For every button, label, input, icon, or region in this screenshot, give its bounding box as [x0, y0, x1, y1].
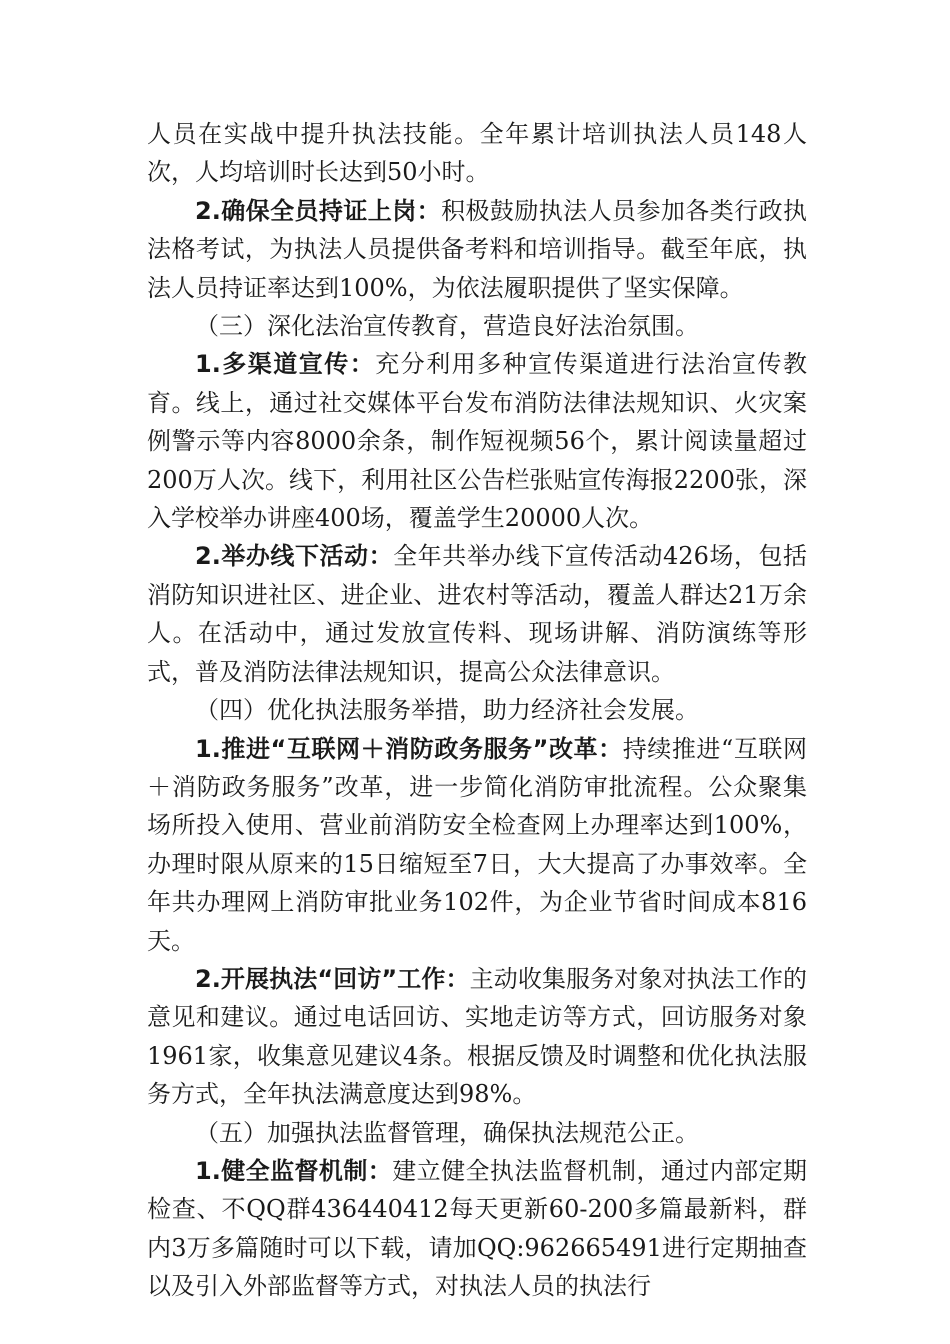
paragraph-text: 全年共举办线下宣传活动426场，包括消防知识进社区、进企业、进农村等活动，覆盖人群达21万余人。在活动中，通过发放宣传料、现场讲解、消防演练等形式，普及消防法律法规知识，提高公众法律意识。	[147, 542, 807, 686]
paragraph-lead: 2.举办线下活动：	[195, 542, 394, 571]
paragraph-lead: 2.开展执法“回访”工作：	[195, 964, 470, 993]
document-body	[147, 115, 807, 1306]
paragraph-lead: 2.确保全员持证上岗：	[195, 196, 442, 225]
paragraph-training-continuation	[147, 115, 807, 192]
heading-text: （四）优化执法服务举措，助力经济社会发展。	[195, 696, 699, 725]
section-heading-3	[147, 307, 807, 345]
section-heading-5	[147, 1114, 807, 1152]
paragraph-text: 积极鼓励执法人员参加各类行政执法格考试，为执法人员提供备考料和培训指导。截至年底，执法人员持证率达到100%，为依法履职提供了坚实保障。	[147, 196, 807, 302]
section-heading-4	[147, 691, 807, 729]
paragraph-multichannel-publicity	[147, 345, 807, 537]
paragraph-lead: 1.健全监督机制：	[195, 1156, 393, 1185]
paragraph-text: 人员在实战中提升执法技能。全年累计培训执法人员148人次，人均培训时长达到50小时。	[147, 120, 807, 187]
paragraph-text: 建立健全执法监督机制，通过内部定期检查、不QQ群436440412每天更新60-200多篇最新料，群内3万多篇随时可以下载，请加QQ:962665491进行定期抽查以及引入外部监督等方式，对执法人员的执法行	[147, 1156, 807, 1301]
paragraph-text: 充分利用多种宣传渠道进行法治宣传教育。线上，通过社交媒体平台发布消防法律法规知识、火灾案例警示等内容8000余条，制作短视频56个，累计阅读量超过200万人次。线下，利用社区公告栏张贴宣传海报2200张，深入学校举办讲座400场，覆盖学生20000人次。	[147, 350, 807, 533]
paragraph-lead: 1.多渠道宣传：	[195, 350, 376, 379]
paragraph-supervision-mechanism	[147, 1152, 807, 1306]
paragraph-certification	[147, 192, 807, 307]
heading-text: （五）加强执法监督管理，确保执法规范公正。	[195, 1118, 699, 1147]
heading-text: （三）深化法治宣传教育，营造良好法治氛围。	[195, 312, 699, 341]
paragraph-lead: 1.推进“互联网＋消防政务服务”改革：	[195, 734, 623, 763]
paragraph-internet-reform	[147, 730, 807, 960]
paragraph-text: 主动收集服务对象对执法工作的意见和建议。通过电话回访、实地走访等方式，回访服务对象1961家，收集意见建议4条。根据反馈及时调整和优化执法服务方式，全年执法满意度达到98%。	[147, 964, 807, 1109]
paragraph-follow-up-visits	[147, 960, 807, 1114]
paragraph-text: 持续推进“互联网＋消防政务服务”改革，进一步简化消防审批流程。公众聚集场所投入使用、营业前消防安全检查网上办理率达到100%，办理时限从原来的15日缩短至7日，大大提高了办事效率。全年共办理网上消防审批业务102件，为企业节省时间成本816天。	[147, 734, 807, 955]
paragraph-offline-activities	[147, 537, 807, 691]
